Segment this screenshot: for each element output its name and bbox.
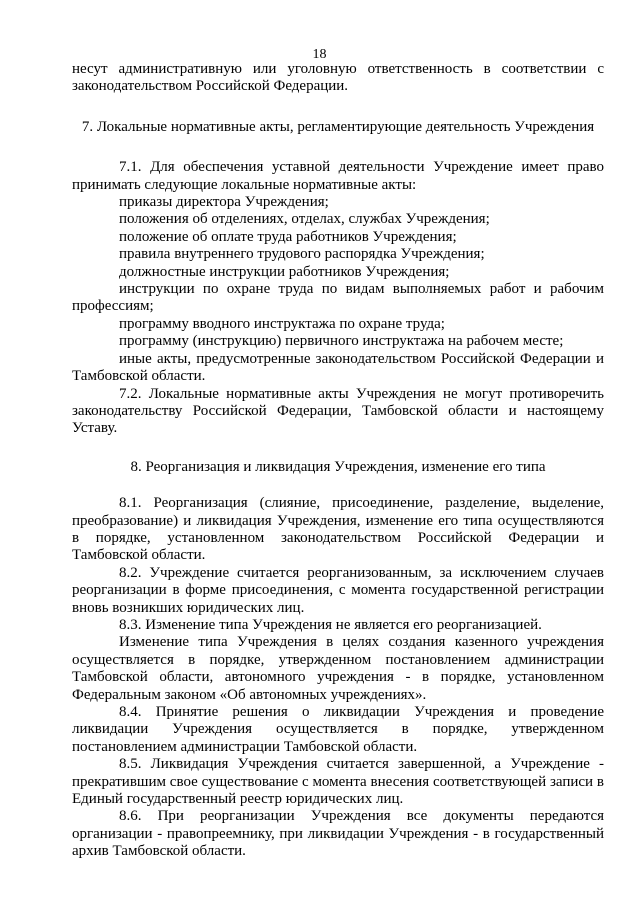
intro-paragraph: несут административную или уголовную ответственность в соответствии с законодательством Российской Федерации.: [72, 61, 604, 95]
act-item: положение об оплате труда работников Учреждения;: [119, 228, 457, 245]
act-item: инструкции по охране труда по видам выполняемых работ и рабочим профессиям;: [72, 281, 604, 315]
local-acts-list: [72, 194, 604, 385]
act-item: иные акты, предусмотренные законодательством Российской Федерации и Тамбовской области.: [72, 350, 604, 385]
section-8-paragraph: 8.4. Принятие решения о ликвидации Учреждения и проведение ликвидации Учреждения осуществляется в порядке, утвержденном постановлением администрации Тамбовской области.: [72, 704, 604, 755]
section-7-2-paragraph: 7.2. Локальные нормативные акты Учреждения не могут противоречить законодательству Российской Федерации, Тамбовской области и настоящему Уставу.: [72, 385, 604, 437]
section-8-paragraph: 8.1. Реорганизация (слияние, присоединение, разделение, выделение, преобразование) и ликвидация Учреждения, изменение его типа осуществляются в порядке, установленном законодательством Российской Федерации и Тамбовской области.: [72, 495, 604, 564]
section-8-heading: 8. Реорганизация и ликвидация Учреждения, изменение его типа: [130, 458, 546, 475]
section-7-1-paragraph: 7.1. Для обеспечения уставной деятельности Учреждение имеет право принимать следующие локальные нормативные акты:: [72, 159, 604, 193]
act-item: правила внутреннего трудового распорядка Учреждения;: [119, 246, 485, 263]
act-item: приказы директора Учреждения;: [119, 194, 329, 211]
section-8-paragraph: 8.5. Ликвидация Учреждения считается завершенной, а Учреждение - прекратившим свое существование с момента внесения соответствующей записи в Единый государственный реестр юридических лиц.: [72, 756, 604, 808]
act-item: программу вводного инструктажа по охране труда;: [119, 315, 445, 332]
document-body: [72, 61, 604, 861]
act-item: должностные инструкции работников Учреждения;: [119, 263, 450, 280]
page-number: 18: [312, 47, 327, 62]
section-8-paragraph: Изменение типа Учреждения в целях создания казенного учреждения осуществляется в порядке, утвержденном постановлением администрации Тамбовской области, автономного учреждения - в порядке, установленном Федеральным законом «Об автономных учреждениях».: [72, 634, 604, 703]
act-item: положения об отделениях, отделах, службах Учреждения;: [119, 211, 490, 228]
act-item: программу (инструкцию) первичного инструктажа на рабочем месте;: [119, 333, 564, 350]
section-8-paragraph: 8.6. При реорганизации Учреждения все документы передаются организации - правопреемнику, при ликвидации Учреждения - в государственный архив Тамбовской области.: [72, 808, 604, 860]
section-7-heading: 7. Локальные нормативные акты, регламентирующие деятельность Учреждения: [81, 118, 595, 135]
section-8-paragraph: 8.3. Изменение типа Учреждения не является его реорганизацией.: [119, 616, 542, 633]
section-8-paragraph: 8.2. Учреждение считается реорганизованным, за исключением случаев реорганизации в форме присоединения, с момента государственной регистрации вновь возникших юридических лиц.: [72, 564, 604, 616]
